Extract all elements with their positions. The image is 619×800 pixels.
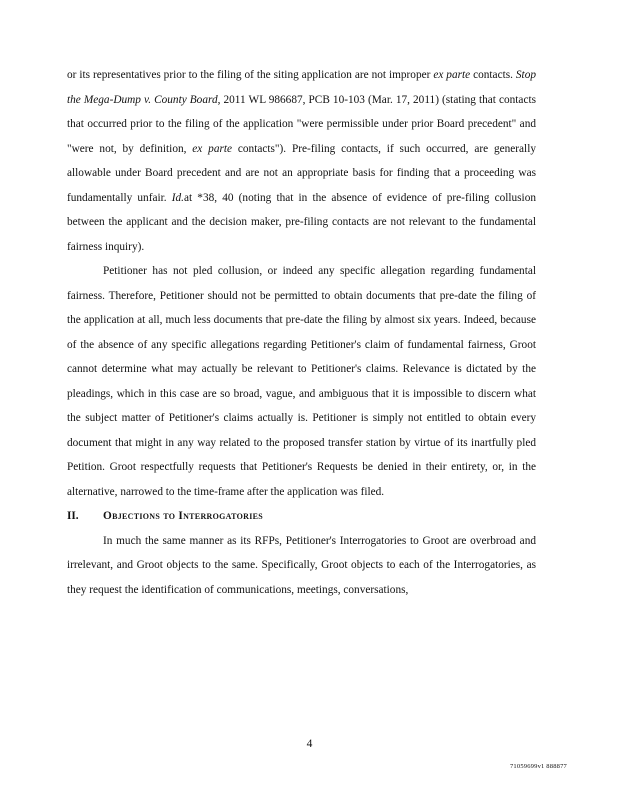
paragraph-prefiling-contacts: [67, 63, 536, 259]
document-id: 71059699v1 888877: [509, 763, 567, 770]
section-title: Objections to Interrogatories: [103, 510, 264, 522]
italic-text-run: Stop the Mega-Dump v. County Board: [67, 69, 536, 106]
text-run: contacts.: [470, 69, 516, 81]
text-run: contacts"). Pre-filing contacts, if such occurred, are generally allowable under Board precedent and are not an appropriate basis for finding that a proceeding was fundamentally unfair.: [67, 142, 536, 204]
text-run: at *38, 40 (noting that in the absence of evidence of pre-filing collusion between the applicant and the decision maker, pre-filing contacts are not relevant to the fundamental fairness inquiry).: [67, 191, 536, 253]
page-number: 4: [306, 738, 313, 750]
text-run: , 2011 WL 986687, PCB 10-103 (Mar. 17, 2011) (stating that contacts that occurred prior to the filing of the application "were permissible under prior Board precedent" and "were not, by definition,: [67, 93, 536, 155]
text-run: or its representatives prior to the filing of the siting application are not improper: [67, 69, 434, 81]
italic-text-run: Id.: [171, 191, 184, 204]
text-run: In much the same manner as its RFPs, Petitioner's Interrogatories to Groot are overbroad and irrelevant, and Groot objects to the same. Specifically, Groot objects to each of the Interrogatories, as they request the identification of communications, meetings, conversations,: [67, 534, 536, 596]
section-heading: [67, 504, 536, 529]
italic-text-run: ex parte: [433, 69, 471, 81]
paragraph-petitioner-collusion: [67, 259, 536, 504]
document-body: [67, 63, 536, 602]
text-run: Petitioner has not pled collusion, or indeed any specific allegation regarding fundamental fairness. Therefore, Petitioner should not be permitted to obtain documents that pre-date the filing of the application at all, much less documents that pre-date the filing by almost six years. Indeed, because of the absence of any specific allegations regarding Petitioner's claim of fundamental fairness, Groot cannot determine what may actually be relevant to Petitioner's claims. Relevance is dictated by the pleadings, which in this case are so broad, vague, and ambiguous that it is impossible to discern what the subject matter of Petitioner's claims actually is. Petitioner is simply not entitled to obtain every document that might in any way related to the proposed transfer station by virtue of its inartfully pled Petition. Groot respectfully requests that Petitioner's Requests be denied in their entirety, or, in the alternative, narrowed to the time-frame after the application was filed.: [67, 265, 536, 498]
italic-text-run: ex parte: [192, 142, 233, 155]
paragraph-interrogatories: [67, 529, 536, 603]
section-number: II.: [67, 510, 79, 522]
